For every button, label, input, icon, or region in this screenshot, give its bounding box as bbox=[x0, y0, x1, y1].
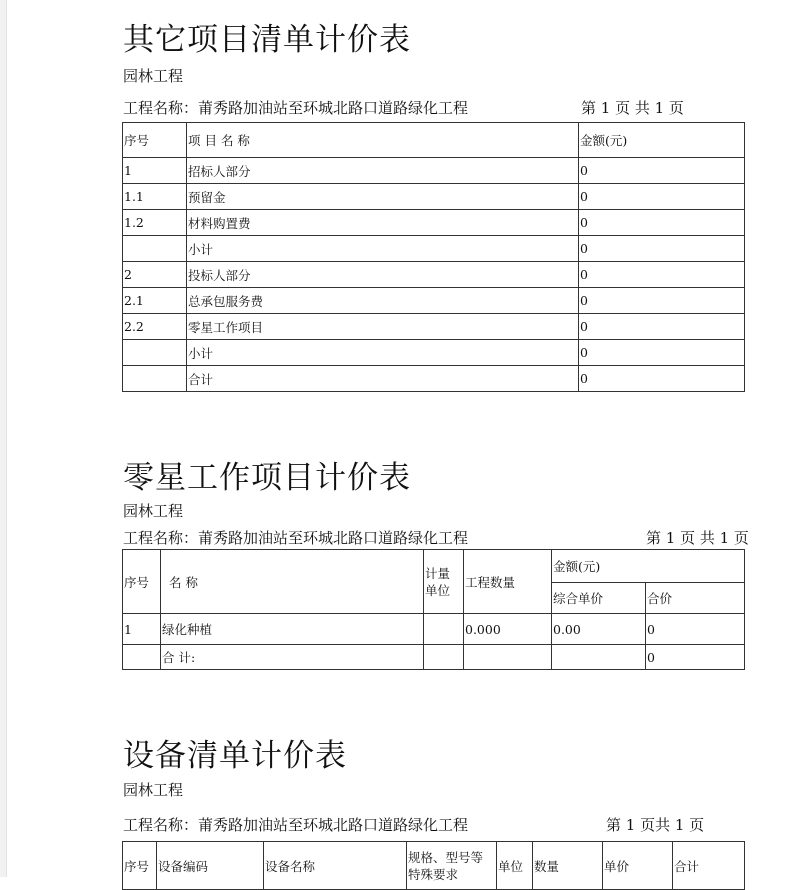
row-total: 0 bbox=[646, 614, 745, 645]
table-row bbox=[123, 184, 745, 210]
header-spec: 规格、型号等特殊要求 bbox=[407, 842, 497, 890]
header-quantity: 数量 bbox=[533, 842, 603, 890]
other-items-table bbox=[122, 122, 745, 392]
header-unit: 计量单位 bbox=[424, 550, 464, 614]
table-header-row bbox=[123, 842, 745, 890]
row-name: 预留金 bbox=[187, 184, 579, 210]
table-row bbox=[123, 236, 745, 262]
table-row bbox=[123, 262, 745, 288]
table-row bbox=[123, 645, 745, 670]
page-left-edge bbox=[0, 0, 7, 877]
header-amount: 金额(元) bbox=[579, 123, 745, 158]
header-equipment-name: 设备名称 bbox=[264, 842, 407, 890]
row-name: 绿化种植 bbox=[161, 614, 424, 645]
row-no bbox=[123, 236, 187, 262]
equipment-table bbox=[122, 841, 745, 890]
header-name: 名 称 bbox=[161, 550, 424, 614]
section2-page-info: 第 1 页 共 1 页 bbox=[646, 529, 749, 547]
row-amount: 0 bbox=[579, 366, 745, 392]
section3-project-name: 工程名称：莆秀路加油站至环城北路口道路绿化工程 bbox=[123, 816, 469, 834]
row-amount: 0 bbox=[579, 314, 745, 340]
header-no: 序号 bbox=[123, 842, 157, 890]
row-unit bbox=[424, 645, 464, 670]
row-unit-price: 0.00 bbox=[552, 614, 646, 645]
row-no bbox=[123, 366, 187, 392]
table-row bbox=[123, 614, 745, 645]
header-unit-price: 综合单价 bbox=[552, 583, 646, 614]
row-name: 总承包服务费 bbox=[187, 288, 579, 314]
section1-page-info: 第 1 页 共 1 页 bbox=[581, 99, 684, 117]
row-amount: 0 bbox=[579, 262, 745, 288]
header-unit: 单位 bbox=[497, 842, 533, 890]
row-amount: 0 bbox=[579, 158, 745, 184]
row-quantity: 0.000 bbox=[464, 614, 552, 645]
row-no: 1.2 bbox=[123, 210, 187, 236]
row-amount: 0 bbox=[579, 184, 745, 210]
row-name: 小计 bbox=[187, 236, 579, 262]
header-unit-price: 单价 bbox=[603, 842, 673, 890]
table-row bbox=[123, 210, 745, 236]
row-unit-price bbox=[552, 645, 646, 670]
header-total: 合价 bbox=[646, 583, 745, 614]
table-row bbox=[123, 340, 745, 366]
section1-subtitle: 园林工程 bbox=[123, 67, 184, 85]
row-name: 零星工作项目 bbox=[187, 314, 579, 340]
section3-subtitle: 园林工程 bbox=[123, 781, 184, 799]
header-no: 序号 bbox=[123, 550, 161, 614]
row-name: 投标人部分 bbox=[187, 262, 579, 288]
header-amount: 金额(元) bbox=[552, 550, 745, 583]
section1-project-name: 工程名称：莆秀路加油站至环城北路口道路绿化工程 bbox=[123, 99, 469, 117]
row-amount: 0 bbox=[579, 236, 745, 262]
header-total: 合计 bbox=[673, 842, 745, 890]
section3-title: 设备清单计价表 bbox=[123, 738, 347, 774]
table-row bbox=[123, 288, 745, 314]
row-no: 2.2 bbox=[123, 314, 187, 340]
row-no: 1 bbox=[123, 614, 161, 645]
row-no: 1.1 bbox=[123, 184, 187, 210]
row-no: 1 bbox=[123, 158, 187, 184]
section2-subtitle: 园林工程 bbox=[123, 502, 184, 520]
row-no bbox=[123, 645, 161, 670]
section2-project-name: 工程名称：莆秀路加油站至环城北路口道路绿化工程 bbox=[123, 529, 469, 547]
header-quantity: 工程数量 bbox=[464, 550, 552, 614]
table-header-row bbox=[123, 550, 745, 583]
row-no: 2 bbox=[123, 262, 187, 288]
row-quantity bbox=[464, 645, 552, 670]
table-row bbox=[123, 158, 745, 184]
row-amount: 0 bbox=[579, 288, 745, 314]
row-name: 合 计: bbox=[161, 645, 424, 670]
table-row bbox=[123, 314, 745, 340]
row-no bbox=[123, 340, 187, 366]
section2-title: 零星工作项目计价表 bbox=[123, 460, 411, 496]
row-name: 招标人部分 bbox=[187, 158, 579, 184]
table-row bbox=[123, 366, 745, 392]
sporadic-work-table bbox=[122, 549, 745, 670]
header-no: 序号 bbox=[123, 123, 187, 158]
section1-title: 其它项目清单计价表 bbox=[123, 22, 411, 58]
header-equipment-code: 设备编码 bbox=[157, 842, 264, 890]
table-header-row bbox=[123, 123, 745, 158]
row-name: 小计 bbox=[187, 340, 579, 366]
row-name: 合计 bbox=[187, 366, 579, 392]
header-name: 项 目 名 称 bbox=[187, 123, 579, 158]
row-total: 0 bbox=[646, 645, 745, 670]
row-amount: 0 bbox=[579, 340, 745, 366]
row-unit bbox=[424, 614, 464, 645]
section3-page-info: 第 1 页共 1 页 bbox=[606, 816, 705, 834]
row-name: 材料购置费 bbox=[187, 210, 579, 236]
row-no: 2.1 bbox=[123, 288, 187, 314]
row-amount: 0 bbox=[579, 210, 745, 236]
